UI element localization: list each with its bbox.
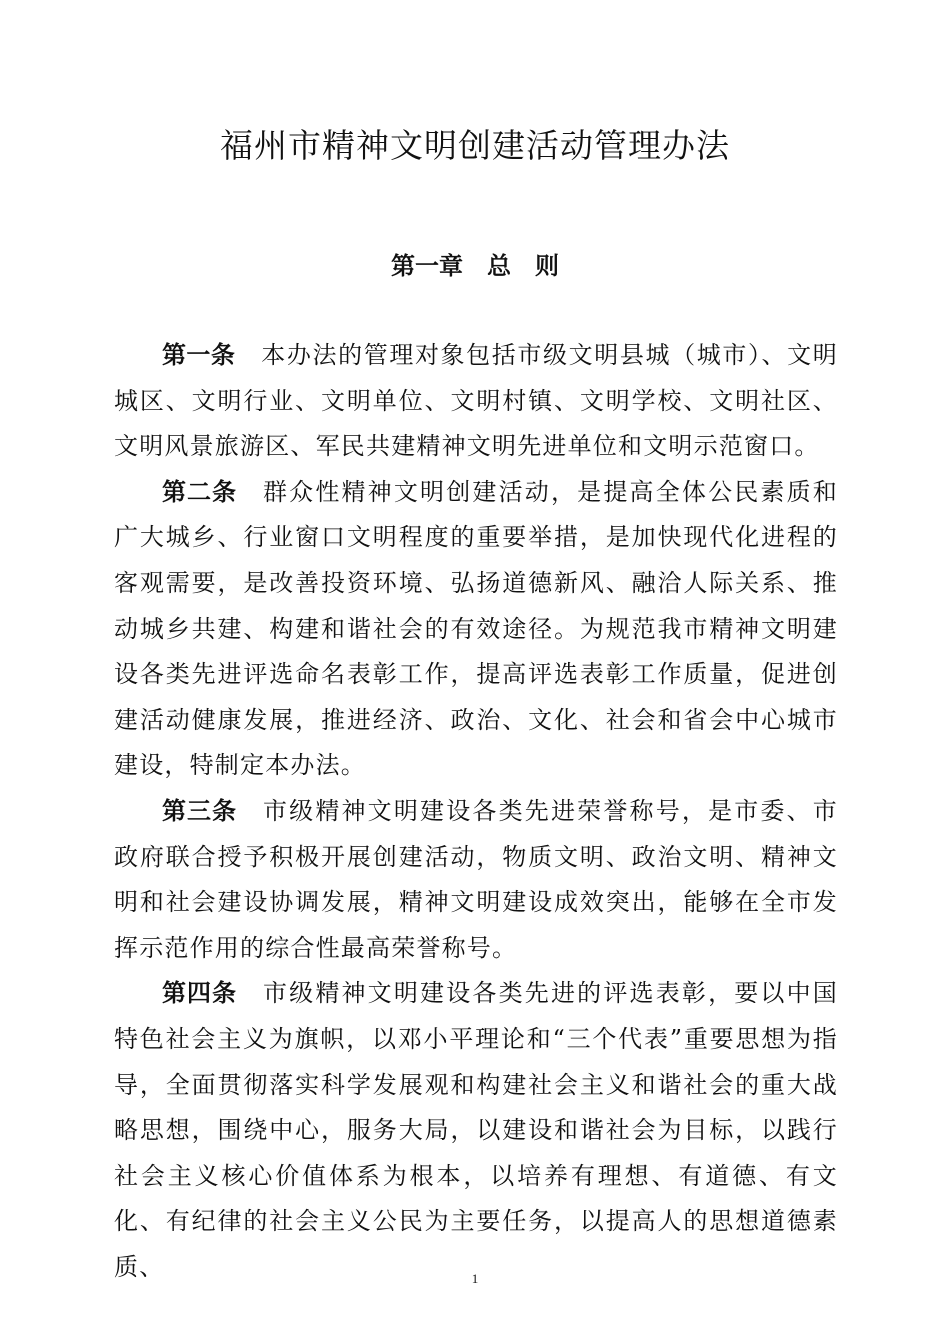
article-heading: 第三条: [162, 796, 237, 825]
chapter-name: 总 则: [487, 252, 559, 280]
article-text: 群众性精神文明创建活动，是提高全体公民素质和广大城乡、行业窗口文明程度的重要举措，是加快现代化进程的客观需要，是改善投资环境、弘扬道德新风、融洽人际关系、推动城乡共建、构建和谐社会的有效途径。为规范我市精神文明建设各类先进评选命名表彰工作，提高评选表彰工作质量，促进创建活动健康发展，推进经济、政治、文化、社会和省会中心城市建设，特制定本办法。: [114, 477, 838, 780]
chapter-heading: [0, 246, 950, 281]
article-text: 市级精神文明建设各类先进的评选表彰，要以中国特色社会主义为旗帜，以邓小平理论和“三个代表”重要思想为指导，全面贯彻落实科学发展观和构建社会主义和谐社会的重大战略思想，围绕中心，服务大局，以建设和谐社会为目标，以践行社会主义核心价值体系为根本，以培养有理想、有道德、有文化、有纪律的社会主义公民为主要任务，以提高人的思想道德素质、: [114, 979, 838, 1281]
article-2: [114, 470, 838, 789]
article-4: [114, 971, 838, 1290]
article-text: 本办法的管理对象包括市级文明县城（城市）、文明城区、文明行业、文明单位、文明村镇、文明学校、文明社区、文明风景旅游区、军民共建精神文明先进单位和文明示范窗口。: [114, 341, 838, 461]
article-heading: 第二条: [162, 477, 237, 506]
article-text: 市级精神文明建设各类先进荣誉称号，是市委、市政府联合授予积极开展创建活动，物质文明、政治文明、精神文明和社会建设协调发展，精神文明建设成效突出，能够在全市发挥示范作用的综合性最高荣誉称号。: [114, 796, 838, 962]
article-3: [114, 789, 838, 971]
article-heading: 第一条: [162, 341, 236, 369]
document-title: 福州市精神文明创建活动管理办法: [220, 126, 730, 165]
article-heading: 第四条: [162, 979, 237, 1008]
article-1: [114, 333, 838, 470]
page-number: 1: [471, 1271, 479, 1286]
chapter-number: 第一章: [391, 252, 463, 280]
document-body: [114, 333, 838, 1290]
